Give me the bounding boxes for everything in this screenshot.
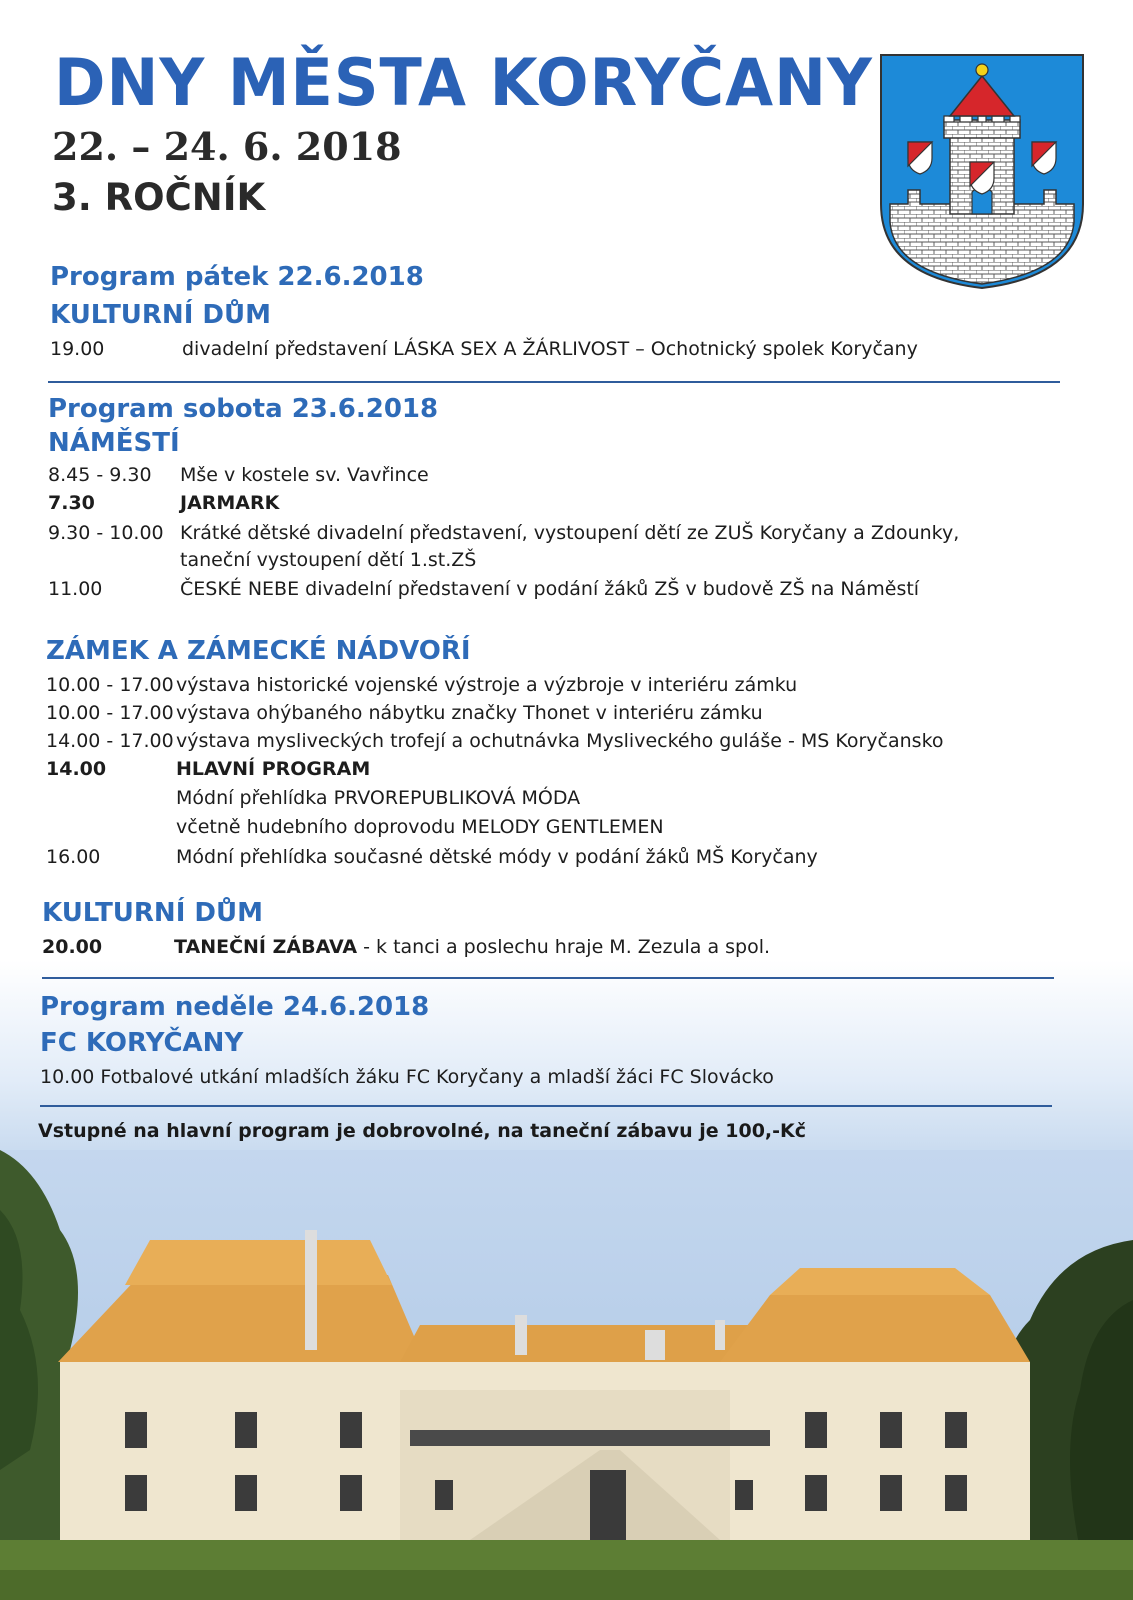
event-dates: 22. – 24. 6. 2018 bbox=[52, 124, 402, 169]
event-edition: 3. ROČNÍK bbox=[52, 176, 266, 219]
page-title: DNY MĚSTA KORYČANY bbox=[54, 44, 873, 121]
item-text: výstava ohýbaného nábytku značky Thonet v interiéru zámku bbox=[176, 702, 763, 724]
item-text: Krátké dětské divadelní představení, vystoupení dětí ze ZUŠ Koryčany a Zdounky, bbox=[180, 522, 960, 544]
sunday-venue: FC KORYČANY bbox=[40, 1028, 244, 1058]
list-item bbox=[48, 520, 1048, 574]
item-time: 14.00 bbox=[46, 758, 107, 780]
item-text: Mše v kostele sv. Vavřince bbox=[180, 464, 429, 486]
item-time: 19.00 bbox=[50, 338, 105, 360]
item-text: Módní přehlídka PRVOREPUBLIKOVÁ MÓDA bbox=[176, 787, 581, 809]
item-time: 7.30 bbox=[48, 492, 95, 514]
item-time: 8.45 - 9.30 bbox=[48, 464, 152, 486]
item-time: 10.00 - 17.00 bbox=[46, 702, 174, 724]
friday-venue: KULTURNÍ DŮM bbox=[50, 300, 271, 330]
item-text: - k tanci a poslechu hraje M. Zezula a spol. bbox=[357, 936, 771, 958]
item-text: taneční vystoupení dětí 1.st.ZŠ bbox=[180, 549, 477, 571]
castle-photo bbox=[0, 1150, 1133, 1600]
item-text: HLAVNÍ PROGRAM bbox=[176, 758, 371, 780]
item-text: Módní přehlídka současné dětské módy v podání žáků MŠ Koryčany bbox=[176, 846, 818, 868]
item-time: 9.30 - 10.00 bbox=[48, 522, 164, 544]
saturday-square-venue: NÁMĚSTÍ bbox=[48, 428, 180, 458]
item-text: výstava historické vojenské výstroje a výzbroje v interiéru zámku bbox=[176, 674, 798, 696]
item-text: včetně hudebního doprovodu MELODY GENTLEMEN bbox=[176, 816, 664, 838]
item-text: JARMARK bbox=[180, 492, 280, 514]
item-text: 10.00 Fotbalové utkání mladších žáku FC Koryčany a mladší žáci FC Slovácko bbox=[40, 1066, 774, 1088]
admission-note: Vstupné na hlavní program je dobrovolné, na taneční zábavu je 100,-Kč bbox=[38, 1120, 807, 1142]
coat-of-arms-icon bbox=[880, 54, 1084, 290]
item-text: ČESKÉ NEBE divadelní představení v podání žáků ZŠ v budově ZŠ na Náměstí bbox=[180, 578, 920, 600]
item-time: 16.00 bbox=[46, 846, 101, 868]
item-time: 10.00 - 17.00 bbox=[46, 674, 174, 696]
section-divider bbox=[40, 1105, 1052, 1107]
item-text: výstava mysliveckých trofejí a ochutnávka Mysliveckého guláše - MS Koryčansko bbox=[176, 730, 944, 752]
item-time: 20.00 bbox=[42, 936, 103, 958]
friday-title: Program pátek 22.6.2018 bbox=[50, 262, 424, 292]
item-time: 11.00 bbox=[48, 578, 103, 600]
sunday-title: Program neděle 24.6.2018 bbox=[40, 992, 430, 1022]
item-text-bold: TANEČNÍ ZÁBAVA bbox=[174, 936, 358, 958]
item-text: divadelní představení LÁSKA SEX A ŽÁRLIVOST – Ochotnický spolek Koryčany bbox=[182, 338, 918, 360]
list-item bbox=[46, 756, 1046, 840]
section-divider bbox=[42, 977, 1054, 979]
item-time: 14.00 - 17.00 bbox=[46, 730, 174, 752]
section-divider bbox=[48, 381, 1060, 383]
saturday-castle-venue: ZÁMEK A ZÁMECKÉ NÁDVOŘÍ bbox=[46, 636, 471, 666]
saturday-culture-venue: KULTURNÍ DŮM bbox=[42, 898, 263, 928]
saturday-title: Program sobota 23.6.2018 bbox=[48, 394, 439, 424]
